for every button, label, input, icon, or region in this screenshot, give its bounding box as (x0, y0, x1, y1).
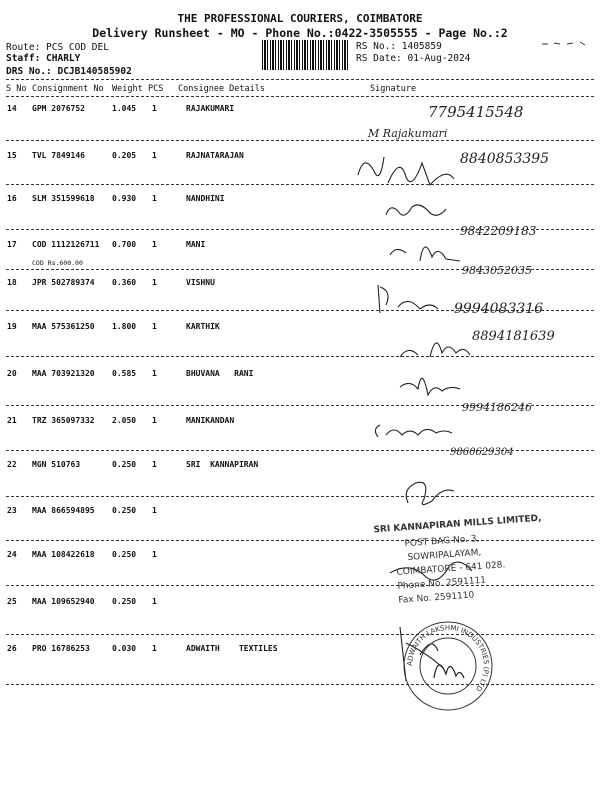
row-weight: 1.800 (112, 322, 137, 331)
row-consignee: ADWAITH TEXTILES (186, 644, 278, 653)
header-divider-top (6, 79, 594, 80)
company-stamp (366, 512, 566, 612)
row-sno: 21 (7, 416, 17, 425)
row-consignment: MAA 108422618 (32, 550, 95, 559)
row-consignee: SRI KANNAPIRAN (186, 460, 259, 469)
col-signature: Signature (370, 84, 417, 94)
row-pcs: 1 (152, 506, 157, 515)
staff-label: Staff: CHARLY (6, 53, 81, 64)
row-sno: 16 (7, 194, 17, 203)
row-consignment: PRO 16786253 (32, 644, 90, 653)
row-pcs: 1 (152, 104, 157, 113)
drs-number: DRS No.: DCJB140585902 (6, 66, 132, 77)
col-pcs: PCS (148, 84, 164, 94)
rs-number: RS No.: 1405859 (356, 41, 442, 52)
phone-handwriting: 9842209183 (460, 224, 537, 238)
row-sno: 22 (7, 460, 17, 469)
corner-mark (540, 38, 590, 50)
route-label: Route: PCS COD DEL (6, 42, 109, 53)
row-divider (6, 634, 594, 635)
row-consignment: TVL 7849146 (32, 151, 85, 160)
cod-amount-note: COD Rs.600.00 (32, 259, 83, 267)
row-weight: 1.045 (112, 104, 137, 113)
stamp-line: COIMBATORE - 641 028. (396, 560, 506, 578)
row-sno: 20 (7, 369, 17, 378)
row-divider (6, 684, 594, 685)
row-weight: 0.250 (112, 506, 137, 515)
row-pcs: 1 (152, 322, 157, 331)
phone-handwriting: 9994083316 (454, 301, 544, 317)
row-consignment: TRZ 365097332 (32, 416, 95, 425)
row-weight: 0.030 (112, 644, 137, 653)
row-divider (6, 140, 594, 141)
row-consignment: MGN 510763 (32, 460, 81, 469)
row-consignment: COD 1112126711 (32, 240, 100, 249)
row-consignment: MAA 109652940 (32, 597, 95, 606)
header-divider-bottom (6, 96, 594, 97)
row-consignee: VISHNU (186, 278, 215, 287)
row-weight: 2.050 (112, 416, 137, 425)
col-sno: S No (6, 84, 27, 94)
row-pcs: 1 (152, 194, 157, 203)
row-consignee: MANI (186, 240, 206, 249)
svg-text:ADWAITH LAKSHMI INDUSTRIES (P) (406, 624, 490, 693)
row-pcs: 1 (152, 416, 157, 425)
phone-handwriting: 8840853395 (460, 151, 550, 167)
seal-text: ADWAITH LAKSHMI INDUSTRIES (P) LTD (405, 623, 491, 693)
row-consignee: BHUVANA RANI (186, 369, 254, 378)
row-sno: 26 (7, 644, 17, 653)
row-weight: 0.585 (112, 369, 137, 378)
row-divider (6, 450, 594, 451)
row-pcs: 1 (152, 460, 157, 469)
row-divider (6, 356, 594, 357)
row-pcs: 1 (152, 644, 157, 653)
row-sno: 23 (7, 506, 17, 515)
stamp-line: Phone No. 2591111 (397, 575, 487, 592)
row-sno: 17 (7, 240, 17, 249)
row-weight: 0.930 (112, 194, 137, 203)
row-pcs: 1 (152, 550, 157, 559)
row-weight: 0.700 (112, 240, 137, 249)
round-seal (400, 618, 496, 714)
row-consignment: SLM 351599618 (32, 194, 95, 203)
row-weight: 0.250 (112, 550, 137, 559)
row-pcs: 1 (152, 278, 157, 287)
col-weight: Weight (112, 84, 143, 94)
col-consignment: Consignment No (32, 84, 104, 94)
row-sno: 15 (7, 151, 17, 160)
phone-handwriting: 7795415548 (428, 103, 524, 121)
name-handwriting: M Rajakumari (368, 127, 448, 140)
row-consignment: MAA 703921320 (32, 369, 95, 378)
row-pcs: 1 (152, 597, 157, 606)
col-consignee: Consignee Details (178, 84, 265, 94)
company-title: THE PROFESSIONAL COURIERS, COIMBATORE (177, 12, 423, 25)
row-consignee: RAJNATARAJAN (186, 151, 244, 160)
row-consignment: MAA 575361250 (32, 322, 95, 331)
stamp-line: POST BAG No. 3, (404, 534, 480, 550)
phone-handwriting: 8894181639 (472, 329, 555, 344)
row-weight: 0.205 (112, 151, 137, 160)
barcode (262, 40, 350, 70)
row-divider (6, 310, 594, 311)
row-weight: 0.250 (112, 597, 137, 606)
row-divider (6, 496, 594, 497)
row-weight: 0.360 (112, 278, 137, 287)
row-sno: 25 (7, 597, 17, 606)
runsheet-subtitle: Delivery Runsheet - MO - Phone No.:0422-3505555 - Page No.:2 (92, 26, 508, 40)
row-consignment: JPR 502789374 (32, 278, 95, 287)
row-pcs: 1 (152, 151, 157, 160)
phone-handwriting: 9860629304 (450, 447, 514, 458)
row-divider (6, 405, 594, 406)
rs-date: RS Date: 01-Aug-2024 (356, 53, 471, 64)
stamp-line: Fax No. 2591110 (398, 590, 475, 606)
row-consignment: GPM 2076752 (32, 104, 85, 113)
phone-handwriting: 9843052035 (462, 264, 532, 277)
row-weight: 0.250 (112, 460, 137, 469)
stamp-line: SOWRIPALAYAM, (407, 547, 482, 564)
phone-handwriting: 9994186246 (462, 401, 532, 414)
row-pcs: 1 (152, 369, 157, 378)
row-sno: 18 (7, 278, 17, 287)
row-consignee: MANIKANDAN (186, 416, 235, 425)
row-pcs: 1 (152, 240, 157, 249)
stamp-line: SRI KANNAPIRAN MILLS LIMITED, (373, 513, 542, 536)
row-sno: 14 (7, 104, 17, 113)
row-consignee: NANDHINI (186, 194, 225, 203)
row-divider (6, 229, 594, 230)
row-consignee: KARTHIK (186, 322, 220, 331)
row-divider (6, 269, 594, 270)
row-sno: 19 (7, 322, 17, 331)
row-sno: 24 (7, 550, 17, 559)
row-consignment: MAA 866594895 (32, 506, 95, 515)
row-divider (6, 184, 594, 185)
row-consignee: RAJAKUMARI (186, 104, 235, 113)
